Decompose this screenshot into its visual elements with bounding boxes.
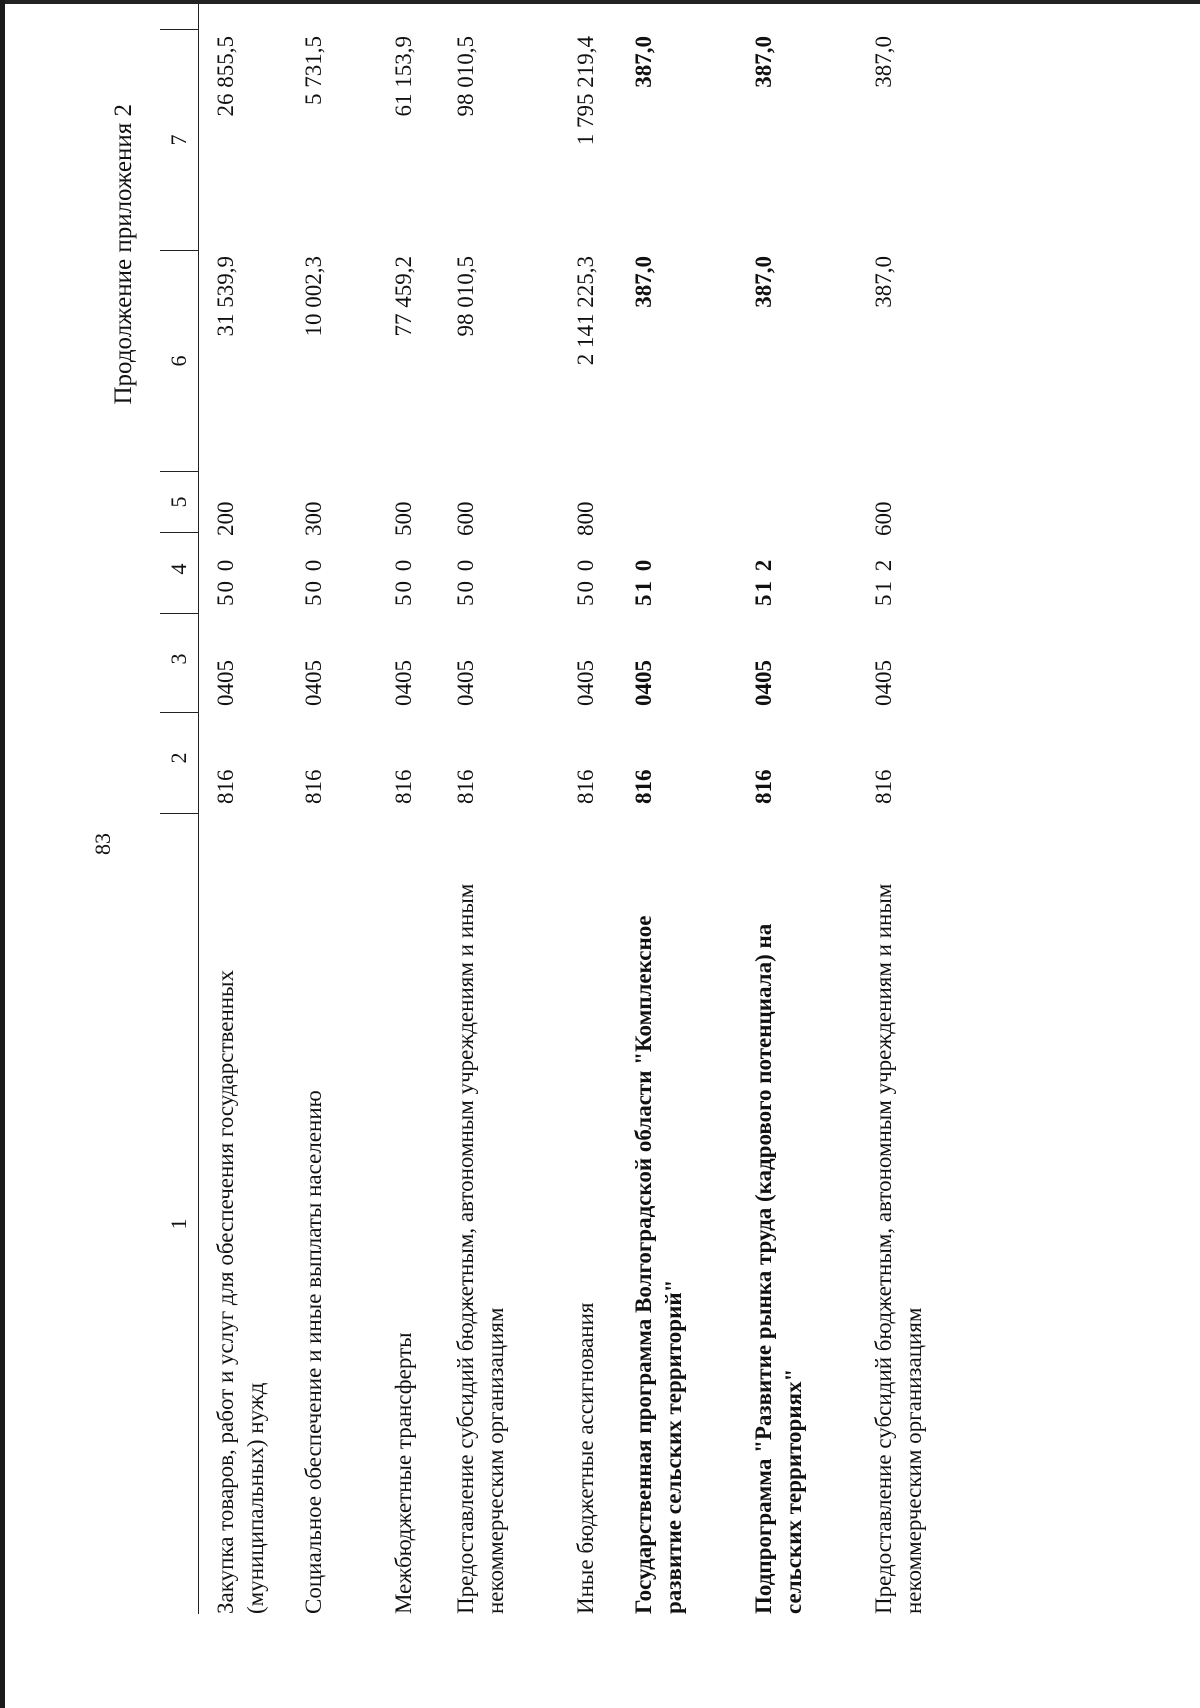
row-name: Государственная программа Волгоградской области "Комплексное развитие сельских территорий" [631,915,686,1614]
row-code-4: 50 0 [391,557,416,606]
row-value-8 [571,0,601,36]
table-row [389,0,439,1614]
row-code-2: 816 [573,769,598,804]
row-value-7: 5 731,5 [301,36,326,105]
scan-edge-left [0,0,5,1708]
row-value-6: 98 010,5 [453,256,478,337]
row-value-6: 387,0 [871,256,896,308]
rotated-page [110,36,1010,1624]
row-code-5: 800 [573,501,598,536]
row-value-8 [629,0,659,36]
table-row [629,0,737,1614]
header-col-8 [160,0,198,30]
table-row [211,0,287,1614]
header-col-3: 3 [160,614,198,713]
row-code-2: 816 [391,769,416,804]
header-col-4: 4 [160,533,198,614]
header-col-5: 5 [160,472,198,533]
row-name: Предоставление субсидий бюджетным, автономным учреждениям и иным некоммерческим организациям [453,883,508,1614]
row-value-7: 61 153,9 [391,36,416,117]
row-name: Предоставление субсидий бюджетным, автономным учреждениям и иным некоммерческим организациям [871,883,926,1614]
table-row [749,0,857,1614]
row-code-3: 0405 [453,660,478,706]
row-code-4: 51 2 [871,557,896,606]
table-row [869,0,969,1614]
page-number: 83 [90,833,115,855]
row-code-5: 500 [391,501,416,536]
header-col-6: 6 [160,251,198,472]
row-name: Иные бюджетные ассигнования [573,1302,598,1614]
table-header [160,0,199,1614]
row-code-2: 816 [751,769,776,804]
row-code-5: 600 [871,501,896,536]
row-code-4: 51 0 [631,557,656,606]
row-value-8 [299,0,329,36]
row-value-7: 26 855,5 [213,36,238,117]
row-value-6: 387,0 [751,256,776,308]
row-code-3: 0405 [871,660,896,706]
row-value-7: 387,0 [871,36,896,88]
row-value-8 [389,0,419,36]
row-value-6: 387,0 [631,256,656,308]
table-row [299,0,377,1614]
row-code-4: 50 0 [213,557,238,606]
header-col-1: 1 [166,1218,191,1230]
row-value-8 [211,0,241,36]
row-value-6: 2 141 225,3 [573,256,598,366]
row-code-2: 816 [453,769,478,804]
row-value-7: 387,0 [631,36,656,88]
row-code-2: 816 [301,769,326,804]
budget-table [160,0,969,1614]
row-code-4: 51 2 [751,557,776,606]
row-value-8 [451,0,481,36]
row-name: Межбюджетные трансферты [391,1332,416,1614]
header-col-2: 2 [160,713,198,814]
row-code-2: 816 [871,769,896,804]
row-code-5: 200 [213,501,238,536]
row-code-4: 50 0 [301,557,326,606]
row-value-6: 31 539,9 [213,256,238,337]
row-value-6: 10 002,3 [301,256,326,337]
row-code-3: 0405 [573,660,598,706]
row-code-5: 300 [301,501,326,536]
row-value-7: 1 795 219,4 [573,36,598,146]
row-value-8 [869,0,899,36]
row-value-8 [749,0,779,36]
header-col-7: 7 [160,30,198,251]
row-code-4: 50 0 [453,557,478,606]
row-name: Социальное обеспечение и иные выплаты населению [301,1090,326,1614]
row-code-5: 600 [453,501,478,536]
table-row [571,0,617,1614]
row-code-2: 816 [631,769,656,804]
continuation-label: Продолжение приложения 2 [110,104,137,405]
row-code-2: 816 [213,769,238,804]
row-code-3: 0405 [213,660,238,706]
row-code-3: 0405 [391,660,416,706]
row-name: Закупка товаров, работ и услуг для обеспечения государственных (муниципальных) нужд [213,969,268,1614]
row-code-3: 0405 [631,660,656,706]
table-row [451,0,559,1614]
row-name: Подпрограмма "Развитие рынка труда (кадрового потенциала) на сельских территориях" [751,923,806,1614]
row-value-7: 98 010,5 [453,36,478,117]
row-value-6: 77 459,2 [391,256,416,337]
row-code-3: 0405 [751,660,776,706]
row-code-3: 0405 [301,660,326,706]
row-value-7: 387,0 [751,36,776,88]
row-code-4: 50 0 [573,557,598,606]
